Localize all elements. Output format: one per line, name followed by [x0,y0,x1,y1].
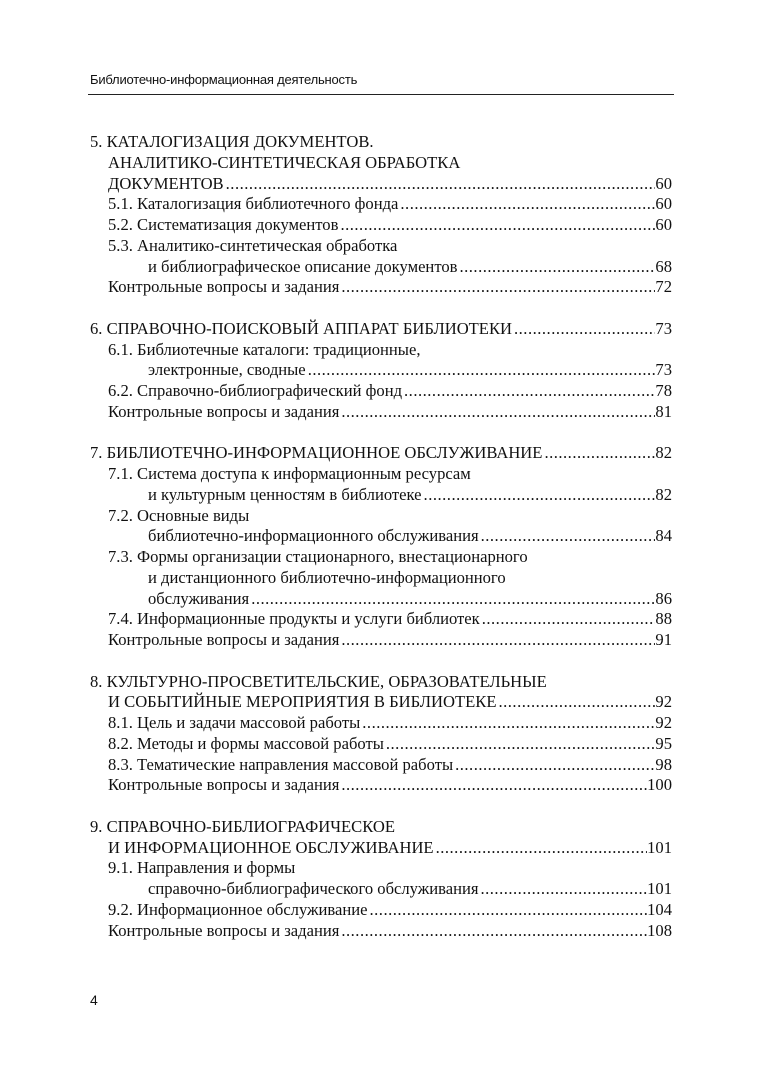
subsection-entry-page-ref: 68 [655,256,672,276]
subsection-entry-line [90,609,672,630]
chapter-entry-page-ref: 73 [655,318,672,338]
subsection-entry-line: 6.1. Библиотечные каталоги: традиционные, [108,339,421,359]
dot-leader [398,194,655,215]
subsection-entry-page-ref: 104 [647,899,672,919]
subsection-entry-text: Контрольные вопросы и задания [108,775,340,795]
subsection-entry-page-ref: 60 [655,194,672,214]
subsection-entry-text: обслуживания [148,588,250,608]
subsection-entry-line [90,879,672,900]
subsection-entry-page-ref: 108 [647,920,672,940]
subsection-entry-text: 5.1. Каталогизация библиотечного фонда [108,194,399,214]
running-head: Библиотечно-информационная деятельность [90,72,358,87]
subsection-entry-line: 7.2. Основные виды [108,505,250,525]
subsection-entry-text: 6.2. Справочно-библиографический фонд [108,381,403,400]
dot-leader [542,443,655,464]
subsection-entry-page-ref: 91 [655,630,672,649]
chapter-entry-text: 7. БИБЛИОТЕЧНО-ИНФОРМАЦИОННОЕ ОБСЛУЖИВАНИЕ [90,443,543,463]
subsection-entry-line [90,194,672,215]
chapter-entry-line [90,838,672,859]
subsection-entry-line [90,775,672,796]
subsection-entry-page-ref: 73 [655,360,672,380]
toc-section [90,672,672,797]
subsection-entry-page-ref: 88 [655,609,672,629]
toc-section [90,132,672,298]
dot-leader [338,215,655,236]
chapter-entry-line [90,319,672,340]
subsection-entry-line: 7.3. Формы организации стационарного, внестационарного [108,547,528,566]
toc-section [90,319,672,423]
subsection-entry-page-ref: 60 [655,215,672,234]
subsection-entry-text: Контрольные вопросы и задания [108,920,340,940]
dot-leader [479,526,656,547]
toc-section [90,443,672,651]
dot-leader [512,319,655,340]
subsection-entry-page-ref: 81 [655,401,672,421]
chapter-entry-line [90,174,672,195]
subsection-entry-line [90,381,672,402]
chapter-entry-text: И СОБЫТИЙНЫЕ МЕРОПРИЯТИЯ В БИБЛИОТЕКЕ [108,692,497,712]
subsection-entry-line [90,360,672,381]
subsection-entry-text: 8.2. Методы и формы массовой работы [108,733,384,753]
chapter-entry-line: АНАЛИТИКО-СИНТЕТИЧЕСКАЯ ОБРАБОТКА [108,152,461,172]
toc-section [90,817,672,942]
subsection-entry-text: 5.2. Систематизация документов [108,215,339,234]
subsection-entry-page-ref: 101 [647,879,672,898]
subsection-entry-line [90,713,672,734]
dot-leader [249,589,655,610]
dot-leader [306,360,656,381]
chapter-entry-page-ref: 101 [647,837,672,857]
subsection-entry-text: справочно-библиографического обслуживания [148,879,479,898]
chapter-entry-text: ДОКУМЕНТОВ [108,173,224,193]
subsection-entry-line [90,215,672,236]
subsection-entry-page-ref: 78 [655,381,672,400]
dot-leader [453,755,655,776]
subsection-entry-text: библиотечно-информационного обслуживания [148,526,479,546]
dot-leader [339,775,647,796]
subsection-entry-page-ref: 92 [655,713,672,732]
subsection-entry-text: и культурным ценностям в библиотеке [148,484,422,504]
subsection-entry-page-ref: 98 [655,754,672,774]
chapter-entry-line: 5. КАТАЛОГИЗАЦИЯ ДОКУМЕНТОВ. [90,132,374,151]
subsection-entry-page-ref: 72 [655,277,672,297]
dot-leader [478,879,647,900]
dot-leader [422,485,656,506]
subsection-entry-page-ref: 86 [655,588,672,608]
dot-leader [402,381,655,402]
page-number: 4 [90,992,98,1008]
dot-leader [457,257,655,278]
subsection-entry-text: Контрольные вопросы и задания [108,277,340,297]
dot-leader [368,900,648,921]
subsection-entry-line [90,589,672,610]
chapter-entry-line: 9. СПРАВОЧНО-БИБЛИОГРАФИЧЕСКОЕ [90,816,395,836]
subsection-entry-text: электронные, сводные [148,360,306,380]
chapter-entry-text: 6. СПРАВОЧНО-ПОИСКОВЫЙ АППАРАТ БИБЛИОТЕКИ [90,318,512,338]
dot-leader [224,174,656,195]
subsection-entry-line [90,921,672,942]
dot-leader [339,921,647,942]
subsection-entry-page-ref: 82 [655,484,672,504]
subsection-entry-text: 9.2. Информационное обслуживание [108,899,368,919]
chapter-entry-line [90,692,672,713]
subsection-entry-line [90,755,672,776]
chapter-entry-line: 8. КУЛЬТУРНО-ПРОСВЕТИТЕЛЬСКИЕ, ОБРАЗОВАТЕЛЬНЫЕ [90,671,547,691]
subsection-entry-line [90,402,672,423]
subsection-entry-page-ref: 84 [655,526,672,546]
header-rule [88,94,674,95]
dot-leader [339,402,655,423]
subsection-entry-line: 7.1. Система доступа к информационным ресурсам [108,464,471,483]
subsection-entry-line [90,257,672,278]
dot-leader [480,609,656,630]
subsection-entry-line [90,485,672,506]
subsection-entry-page-ref: 95 [655,733,672,753]
subsection-entry-text: Контрольные вопросы и задания [108,401,340,421]
subsection-entry-line [90,277,672,298]
dot-leader [384,734,656,755]
subsection-entry-line [90,526,672,547]
dot-leader [360,713,655,734]
subsection-entry-line [90,900,672,921]
chapter-entry-line [90,443,672,464]
chapter-entry-page-ref: 92 [655,692,672,712]
dot-leader [339,630,655,651]
table-of-contents [90,132,672,962]
subsection-entry-text: и библиографическое описание документов [148,256,458,276]
dot-leader [339,277,655,298]
subsection-entry-line [90,630,672,651]
subsection-entry-line: 5.3. Аналитико-синтетическая обработка [108,235,398,255]
dot-leader [434,838,648,859]
subsection-entry-line: и дистанционного библиотечно-информационного [148,567,506,587]
chapter-entry-text: И ИНФОРМАЦИОННОЕ ОБСЛУЖИВАНИЕ [108,837,434,857]
subsection-entry-text: Контрольные вопросы и задания [108,630,340,649]
subsection-entry-page-ref: 100 [647,775,672,795]
subsection-entry-line [90,734,672,755]
dot-leader [496,692,655,713]
chapter-entry-page-ref: 60 [655,173,672,193]
chapter-entry-page-ref: 82 [655,443,672,463]
subsection-entry-text: 8.1. Цель и задачи массовой работы [108,713,361,732]
subsection-entry-line: 9.1. Направления и формы [108,858,296,878]
subsection-entry-text: 7.4. Информационные продукты и услуги библиотек [108,609,480,629]
subsection-entry-text: 8.3. Тематические направления массовой работы [108,754,454,774]
